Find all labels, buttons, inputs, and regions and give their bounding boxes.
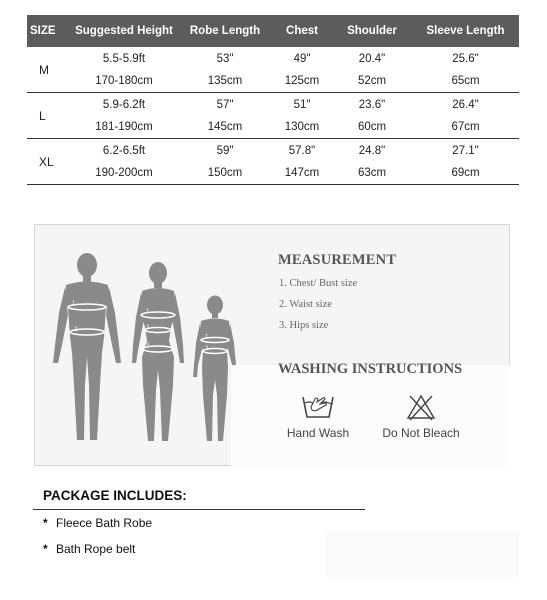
hand-wash-label: Hand Wash [286, 426, 350, 440]
table-cell: 23.6" [358, 99, 386, 111]
table-cell: 65cm [412, 70, 519, 93]
header-size: SIZE [27, 15, 70, 47]
measurement-panel [34, 224, 510, 466]
table-cell: 51" [293, 99, 311, 111]
table-row [27, 162, 519, 185]
list-item: 3. Hips size [279, 320, 329, 331]
list-item: 1. Chest/ Bust size [279, 278, 358, 289]
label-waist: 2 [74, 327, 78, 333]
hand-wash-icon [301, 393, 335, 421]
table-cell: 57.8" [288, 145, 316, 157]
package-item-label: Bath Rope belt [56, 542, 136, 556]
label-chest: 1 [72, 301, 76, 307]
table-cell: 60cm [332, 116, 412, 139]
man-silhouette [53, 253, 121, 440]
table-row [27, 47, 519, 70]
table-row [27, 139, 519, 163]
washing-background [231, 365, 510, 466]
table-cell: 57" [216, 99, 234, 111]
header-sleeve-length: Sleeve Length [412, 15, 519, 47]
table-cell: 5.5-5.9ft [102, 53, 146, 65]
table-cell: 20.4" [358, 53, 386, 65]
header-chest: Chest [272, 15, 332, 47]
table-cell: 25.6" [452, 53, 479, 65]
list-item [43, 516, 152, 542]
package-divider [33, 509, 365, 510]
do-not-bleach-icon [405, 393, 437, 421]
table-cell: 170-180cm [70, 70, 178, 93]
measurement-list [279, 277, 357, 340]
list-item: 2. Waist size [279, 299, 332, 310]
header-robe-length: Robe Length [178, 15, 272, 47]
size-label: XL [27, 139, 70, 185]
label-chest: 1 [205, 334, 209, 340]
measurement-title: MEASUREMENT [278, 252, 397, 268]
package-item-label: Fleece Bath Robe [56, 516, 153, 530]
hand-wash-item [281, 393, 355, 440]
package-background [325, 531, 519, 577]
do-not-bleach-item [375, 393, 467, 440]
table-cell: 59" [216, 145, 234, 157]
table-cell: 53" [216, 53, 234, 65]
size-label: M [27, 47, 70, 93]
table-cell: 125cm [272, 70, 332, 93]
table-cell: 26.4" [452, 99, 479, 111]
header-suggested-height: Suggested Height [70, 15, 178, 47]
table-row [27, 116, 519, 139]
table-cell: 135cm [178, 70, 272, 93]
table-cell: 130cm [272, 116, 332, 139]
table-cell: 150cm [178, 162, 272, 185]
label-bust: 1 [146, 309, 150, 315]
table-cell: 52cm [332, 70, 412, 93]
table-cell: 181-190cm [70, 116, 178, 139]
table-cell: 147cm [272, 162, 332, 185]
package-list [43, 516, 152, 568]
size-chart-header-row [27, 15, 519, 47]
body-figures-illustration [50, 245, 250, 455]
table-cell: 24.8" [358, 145, 386, 157]
table-cell: 63cm [332, 162, 412, 185]
table-row [27, 70, 519, 93]
table-cell: 145cm [178, 116, 272, 139]
table-cell: 67cm [412, 116, 519, 139]
size-chart-table [27, 15, 519, 185]
label-waist: 2 [205, 346, 209, 352]
label-waist: 2 [146, 325, 150, 331]
header-shoulder: Shoulder [332, 15, 412, 47]
bullet: * [43, 542, 48, 556]
do-not-bleach-label: Do Not Bleach [382, 426, 460, 440]
bullet: * [43, 516, 48, 530]
label-hips: 3 [146, 343, 150, 349]
body-silhouettes [50, 245, 250, 455]
list-item [43, 542, 152, 568]
washing-title: WASHING INSTRUCTIONS [278, 361, 463, 377]
table-cell: 69cm [412, 162, 519, 185]
package-title: PACKAGE INCLUDES: [43, 488, 187, 503]
table-cell: 190-200cm [70, 162, 178, 185]
table-cell: 5.9-6.2ft [102, 99, 146, 111]
size-label: L [27, 93, 70, 139]
table-row [27, 93, 519, 117]
table-cell: 27.1" [452, 145, 479, 157]
table-cell: 6.2-6.5ft [102, 145, 146, 157]
table-cell: 49" [293, 53, 311, 65]
